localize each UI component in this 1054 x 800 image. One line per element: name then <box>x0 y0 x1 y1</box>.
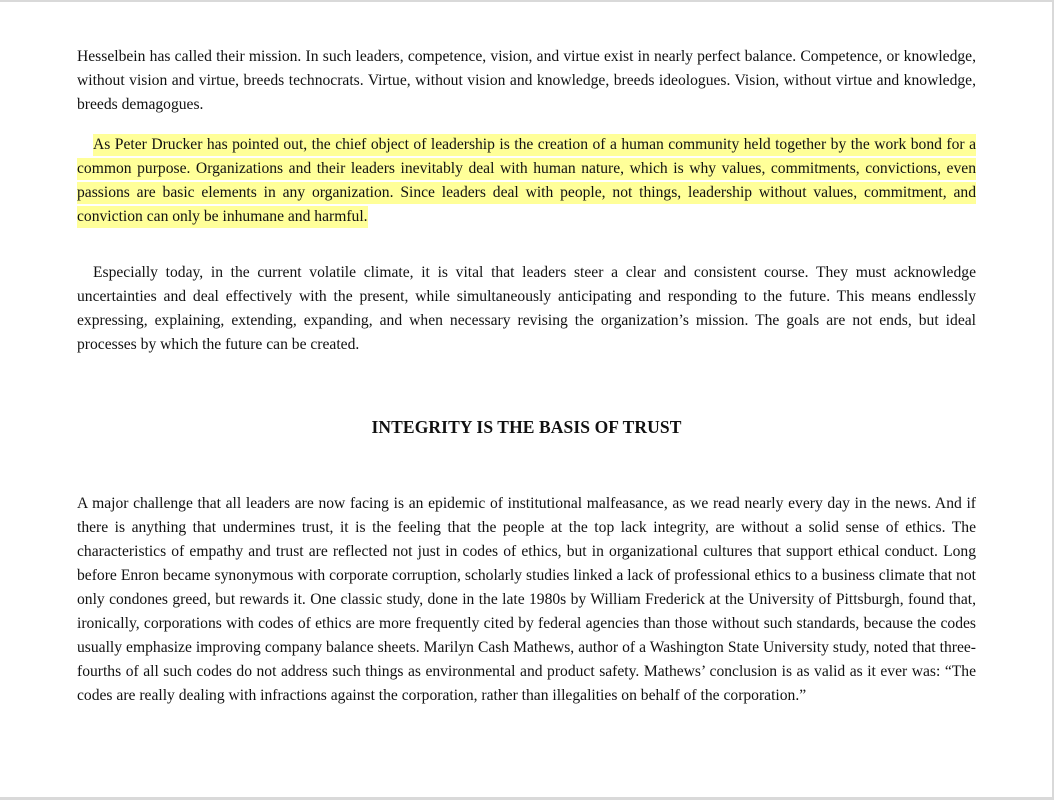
paragraph-mission-balance: Hesselbein has called their mission. In such leaders, competence, vision, and virtue exist in nearly perfect balance. Competence, or knowledge, without vision and virtue, breeds technocrats. Virtue, without vision and knowledge, breeds ideologues. Vision, without virtue and knowledge, breeds demagogues. <box>77 48 976 113</box>
section-heading: INTEGRITY IS THE BASIS OF TRUST <box>371 417 682 437</box>
paragraph-drucker-highlighted <box>77 133 976 229</box>
paragraph-institutional-malfeasance: A major challenge that all leaders are now facing is an epidemic of institutional malfeasance, as we read nearly every day in the news. And if there is anything that undermines trust, it is the feeling that the people at the top lack integrity, are without a solid sense of ethics. The characteristics of empathy and trust are reflected not just in codes of ethics, but in organizational cultures that support ethical conduct. Long before Enron became synonymous with corporate corruption, scholarly studies linked a lack of professional ethics to a business climate that not only condones greed, but rewards it. One classic study, done in the late 1980s by William Frederick at the University of Pittsburgh, found that, ironically, corporations with codes of ethics are more frequently cited by federal agencies than those without such standards, because the codes usually emphasize improving company balance sheets. Marilyn Cash Mathews, author of a Washington State University study, noted that three-fourths of all such codes do not address such things as environmental and product safety. Mathews’ conclusion is as valid as it ever was: “The codes are really dealing with infractions against the corporation, rather than illegalities on behalf of the corporation.” <box>77 495 976 704</box>
paragraph-volatile-climate: Especially today, in the current volatile climate, it is vital that leaders steer a clear and consistent course. They must acknowledge uncertainties and deal effectively with the present, while simultaneously anticipating and responding to the future. This means endlessly expressing, explaining, extending, expanding, and when necessary revising the organization’s mission. The goals are not ends, but ideal processes by which the future can be created. <box>77 264 976 353</box>
highlight-drucker[interactable]: As Peter Drucker has pointed out, the chief object of leadership is the creation of a human community held together by the work bond for a common purpose. Organizations and their leaders inevitably deal with human nature, which is why values, commitments, convictions, even passions are basic elements in any organization. Since leaders deal with people, not things, leadership without values, commitment, and conviction can only be inhumane and harmful. <box>77 134 976 228</box>
